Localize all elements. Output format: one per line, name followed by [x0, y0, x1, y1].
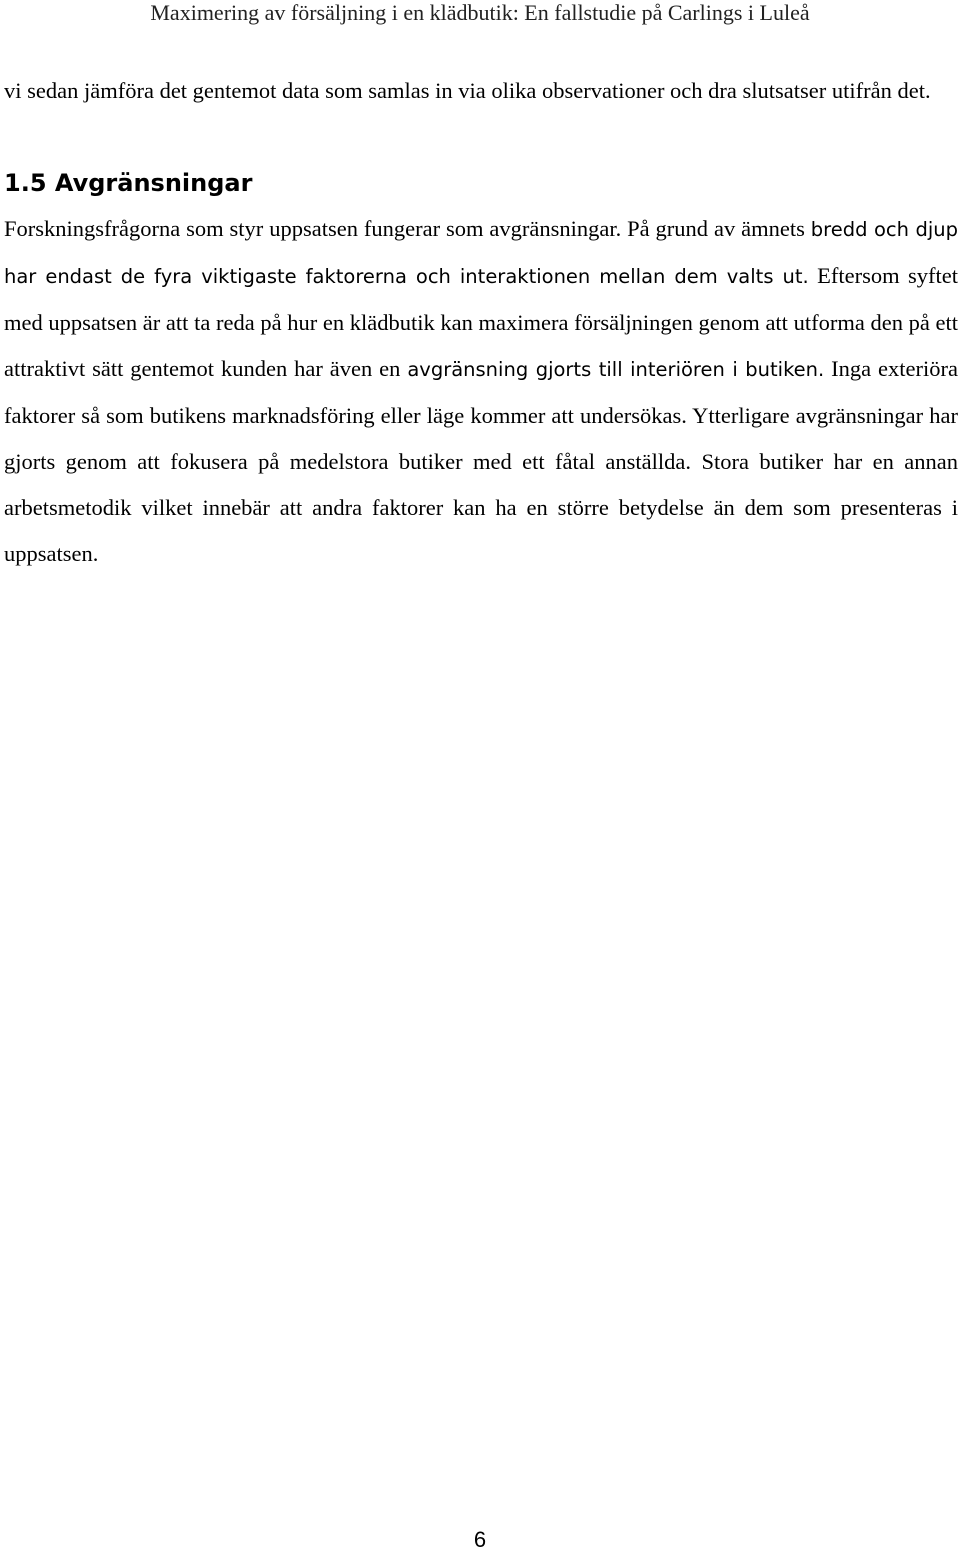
paragraph-spacer: [4, 114, 958, 160]
text-segment: bredd och djup har endast de fyra viktigaste faktorerna och interaktionen mellan dem valts ut.: [4, 218, 958, 288]
text-segment: Eftersom syftet med uppsatsen är att ta reda på hur en klädbutik kan maximera försäljningen genom att utforma den på ett attraktivt sätt gentemot kunden har även en: [4, 263, 958, 381]
page-body: [4, 68, 958, 577]
running-header: Maximering av försäljning i en klädbutik: En fallstudie på Carlings i Luleå: [150, 0, 810, 25]
intro-continuation-paragraph: vi sedan jämföra det gentemot data som samlas in via olika observationer och dra slutsatser utifrån det.: [4, 78, 931, 103]
text-segment: Inga exteriöra faktorer så som butikens marknadsföring eller läge kommer att undersökas. Ytterligare avgränsningar har gjorts genom att fokusera på medelstora butiker med ett fåtal anställda. Stora butiker har en annan arbetsmetodik vilket innebär att andra faktorer kan ha en större betydelse än dem som presenteras i uppsatsen.: [4, 356, 958, 566]
text-segment: avgränsning gjorts till interiören i butiken.: [407, 358, 825, 381]
section-heading: 1.5 Avgränsningar: [4, 169, 253, 197]
delimitations-paragraph: [4, 206, 958, 577]
text-segment: Forskningsfrågorna som styr uppsatsen fungerar som avgränsningar. På grund av ämnets: [4, 216, 805, 241]
page-number: 6: [473, 1527, 487, 1552]
